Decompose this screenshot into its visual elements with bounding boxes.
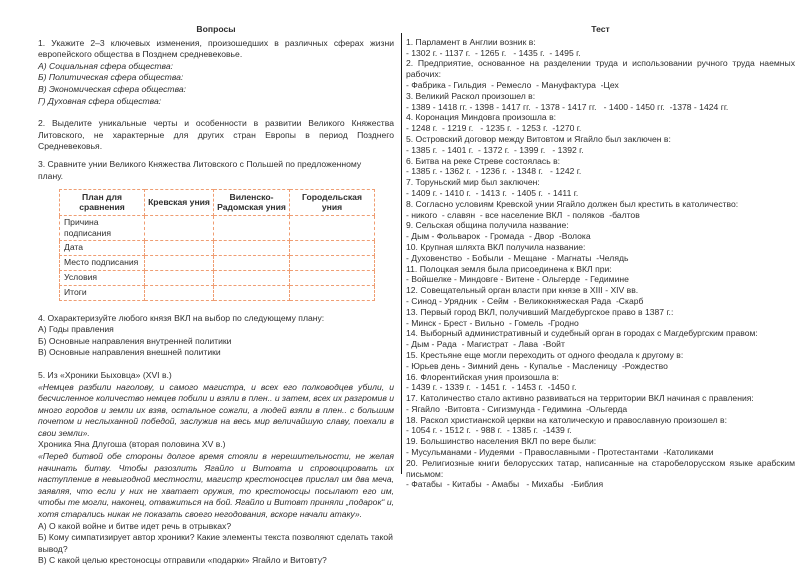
empty-cell [290, 255, 375, 270]
test-item-6 [406, 156, 795, 178]
row-label-place: Место подписания [60, 255, 145, 270]
test-item-13 [406, 307, 795, 329]
test-answers: - Дым - Рада - Магистрат - Лава -Войт [406, 339, 565, 350]
test-answers: - Фабрика - Гильдия - Ремесло - Мануфактура -Цех [406, 79, 619, 90]
table-row [60, 285, 375, 300]
row-label-conditions: Условия [60, 270, 145, 285]
test-question: 17. Католичество стало активно развиваться на территории ВКЛ начиная с правления: [406, 393, 754, 404]
empty-cell [145, 255, 214, 270]
empty-cell [145, 240, 214, 255]
test-answers: - 1385 г. - 1362 г. - 1236 г. - 1348 г. - 1242 г. [406, 166, 582, 177]
table-header-krevo-union: Кревская уния [145, 190, 214, 215]
test-answers: - Фатабы - Китабы - Амабы - Михабы -Библия [406, 479, 604, 490]
test-question: 8. Согласно условиям Кревской унии Ягайло должен был крестить в католичество: [406, 198, 739, 209]
test-column [406, 24, 795, 490]
spacer [38, 359, 394, 370]
test-item-12 [406, 285, 795, 307]
test-question: 10. Крупная шляхта ВКЛ получила название: [406, 241, 586, 252]
test-answers: - Войшелке - Миндовге - Витене - Ольгерде - Гедимине [406, 274, 629, 285]
empty-cell [290, 240, 375, 255]
test-item-5 [406, 134, 795, 156]
test-answers: - 1409 г. - 1410 г. - 1413 г. - 1405 г. - 1411 г. [406, 187, 579, 198]
question-5-sub-a: А) О какой войне и битве идет речь в отрывках? [38, 520, 232, 531]
test-question: 15. Крестьяне еще могли переходить от одного феодала к другому в: [406, 349, 684, 360]
empty-cell [214, 270, 290, 285]
questions-title: Вопросы [196, 24, 236, 34]
chronicle-quote-1: «Немцев разбили наголову, и самого магистра, и всех его полководцев убили, и бесчисленное количество немцев побили и взяли в плен.. и затем, всех их разгромив и много городов и земли их взяв, остальное сожгли, а людей взяли в плен.. с большим почетом и неслыханной победой, заслужив на весь мир величайшую славу, поехали в свои земли». [38, 381, 394, 438]
test-question: 2. Предприятие, основанное на разделении труда и использовании ручного труда наемных рабочих: [406, 58, 795, 80]
chronicle-source-2: Хроника Яна Длугоша (вторая половина XV в.) [38, 439, 226, 450]
test-item-11 [406, 264, 795, 286]
table-row [60, 240, 375, 255]
test-question: 4. Коронация Миндовга произошла в: [406, 112, 557, 123]
table-header-row [60, 190, 375, 215]
test-item-10 [406, 242, 795, 264]
empty-cell [214, 255, 290, 270]
question-1: 1. Укажите 2–3 ключевых изменения, произошедших в различных сферах жизни европейского общества в Позднем средневековье. [38, 37, 394, 60]
question-3: 3. Сравните унии Великого Княжества Литовского с Польшей по предложенному плану. [38, 158, 362, 181]
comparison-table [59, 189, 375, 300]
test-question: 1. Парламент в Англии возник в: [406, 36, 536, 47]
empty-cell [290, 285, 375, 300]
spacer [38, 107, 394, 118]
test-item-9 [406, 220, 795, 242]
question-5-heading: 5. Из «Хроники Быховца» (XVI в.) [38, 369, 172, 380]
test-item-18 [406, 415, 795, 437]
test-item-20 [406, 458, 795, 490]
test-item-4 [406, 112, 795, 134]
question-1-option-a: А) Социальная сфера общества: [38, 60, 174, 71]
test-answers: - Юрьев день - Зимний день - Купалье - Масленицу -Рождество [406, 360, 668, 371]
test-item-2 [406, 58, 795, 90]
test-question: 12. Совещательный орган власти при князе в XIII - XIV вв. [406, 285, 639, 296]
question-4-option-b: Б) Основные направления внутренней политики [38, 335, 232, 346]
empty-cell [214, 240, 290, 255]
test-question: 20. Религиозные книги белорусских татар, написанные на старобелорусском языке арабским письмом: [406, 457, 795, 479]
test-question: 6. Битва на реке Стреве состоялась в: [406, 155, 561, 166]
test-answers: - 1439 г. - 1339 г. - 1451 г. - 1453 г. -1450 г. [406, 382, 577, 393]
table-header-horodlo-union: Городельская уния [290, 190, 375, 215]
question-1-option-g: Г) Духовная сфера общества: [38, 95, 162, 106]
empty-cell [145, 270, 214, 285]
question-5-sub-b: Б) Кому симпатизирует автор хроники? Какие элементы текста позволяют сделать такой вывод? [38, 532, 393, 554]
chronicle-quote-2: «Перед битвой обе стороны долгое время стояли в нерешительности, не желая начинать битву. Чтобы разозлить Ягайло и Витовта и спровоцировать их наступление в невыгодной местности, магистр крестоносцев прислал им два меча, заявляя, что если у них не хватает оружия, то крестоносцы посылают его им, чтобы те могли, наконец, отважиться на бой. Ягайло и Витовт приняли „подарок“ и, хотя старались никак не показать своего негодования, вскоре начали атаку». [38, 451, 394, 520]
test-item-19 [406, 436, 795, 458]
empty-cell [290, 270, 375, 285]
question-4: 4. Охарактеризуйте любого князя ВКЛ на выбор по следующему плану: [38, 312, 325, 323]
table-header-vilna-radom-union: Виленско-Радомская уния [214, 190, 290, 215]
empty-cell [214, 215, 290, 240]
test-question: 16. Флорентийская уния произошла в: [406, 371, 559, 382]
empty-cell [145, 215, 214, 240]
questions-column [38, 24, 394, 566]
test-answers: - Духовенство - Бобыли - Мещане - Магнаты -Челядь [406, 252, 629, 263]
table-row [60, 255, 375, 270]
test-item-3 [406, 91, 795, 113]
test-item-8 [406, 199, 795, 221]
question-1-option-v: В) Экономическая сфера общества: [38, 83, 187, 94]
table-row [60, 215, 375, 240]
test-question: 14. Выборный административный и судебный орган в городах с Магдебургским правом: [406, 328, 758, 339]
test-item-14 [406, 328, 795, 350]
test-answers: - никого - славян - все население ВКЛ - поляков -балтов [406, 209, 640, 220]
question-5-sub-v: В) С какой целью крестоносцы отправили «подарки» Ягайло и Витовту? [38, 555, 327, 566]
empty-cell [145, 285, 214, 300]
row-label-results: Итоги [60, 285, 145, 300]
test-question: 7. Торуньский мир был заключен: [406, 177, 540, 188]
question-1-option-b: Б) Политическая сфера общества: [38, 72, 184, 83]
test-item-1 [406, 37, 795, 59]
test-question: 11. Полоцкая земля была присоединена к ВКЛ при: [406, 263, 612, 274]
test-item-7 [406, 177, 795, 199]
test-answers: - 1302 г. - 1137 г. - 1265 г. - 1435 г. - 1495 г. [406, 47, 581, 58]
empty-cell [214, 285, 290, 300]
test-item-17 [406, 393, 795, 415]
question-4-option-v: В) Основные направления внешней политики [38, 347, 221, 358]
empty-cell [290, 215, 375, 240]
test-question: 3. Великий Раскол произошел в: [406, 90, 536, 101]
test-question: 19. Большинство населения ВКЛ по вере были: [406, 436, 597, 447]
table-header-plan: План для сравнения [60, 190, 145, 215]
test-answers: - 1248 г. - 1219 г. - 1235 г. - 1253 г. -1270 г. [406, 123, 582, 134]
column-divider [401, 33, 402, 474]
test-question: 9. Сельская община получила название: [406, 220, 569, 231]
test-answers: - 1385 г. - 1401 г. - 1372 г. - 1399 г. - 1392 г. [406, 144, 584, 155]
test-answers: - Ягайло -Витовта - Сигизмунда - Гедимина -Ольгерда [406, 403, 628, 414]
test-item-15 [406, 350, 795, 372]
row-label-date: Дата [60, 240, 145, 255]
test-answers: - Синод - Урядник - Сейм - Великокняжеская Рада -Скарб [406, 295, 644, 306]
table-row [60, 270, 375, 285]
test-answers: - 1054 г. - 1512 г. - 988 г. - 1385 г. -1439 г. [406, 425, 572, 436]
question-2: 2. Выделите уникальные черты и особенности в развитии Великого Княжества Литовского, не характерные для других стран Европы в период Позднего Средневековья. [38, 118, 394, 152]
test-question: 5. Островский договор между Витовтом и Ягайло был заключен в: [406, 133, 671, 144]
test-answers: - Минск - Брест - Вильно - Гомель -Гродно [406, 317, 579, 328]
test-title: Тест [591, 24, 610, 34]
test-question: 18. Раскол христианской церкви на католическую и православную произошел в: [406, 414, 727, 425]
test-answers: - Мусульманами - Иудеями - Православными - Протестантами -Католиками [406, 447, 714, 458]
test-answers: - 1389 - 1418 гг. - 1398 - 1417 гг. - 1378 - 1417 гг. - 1400 - 1450 гг. -1378 - 1424 гг. [406, 101, 729, 112]
test-question: 13. Первый город ВКЛ, получивший Магдебургское право в 1387 г.: [406, 306, 674, 317]
test-answers: - Дым - Фольварок - Громада - Двор -Волока [406, 231, 591, 242]
test-item-16 [406, 372, 795, 394]
question-4-option-a: А) Годы правления [38, 324, 114, 335]
row-label-reason: Причина подписания [60, 215, 145, 240]
